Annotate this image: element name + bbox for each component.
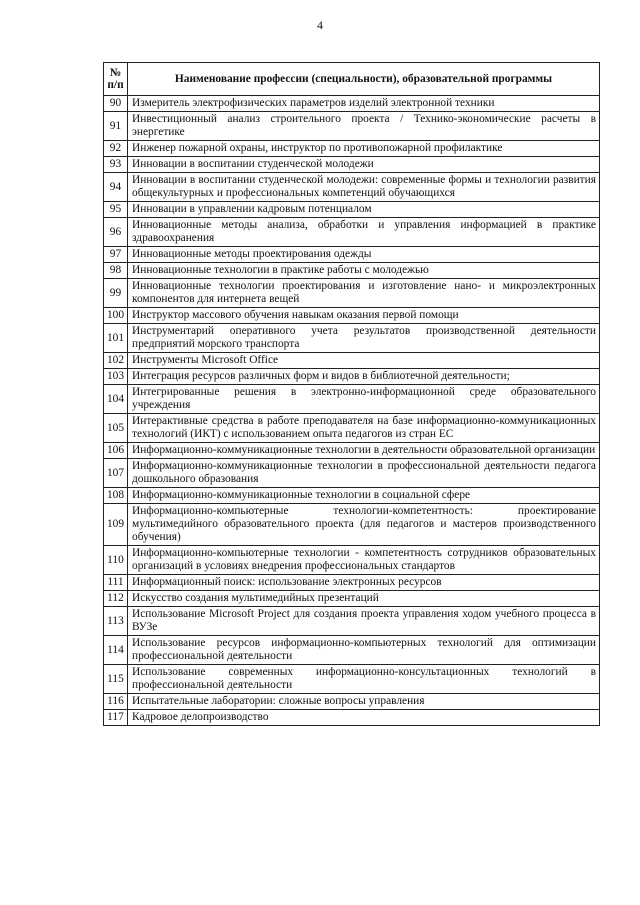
row-number: 106 bbox=[104, 443, 128, 459]
row-number: 109 bbox=[104, 504, 128, 546]
table-row bbox=[104, 488, 600, 504]
row-number: 100 bbox=[104, 308, 128, 324]
row-program-name: Информационно-коммуникационные технологии в профессиональной деятельности педагога дошкольного образования bbox=[128, 459, 600, 488]
table-row bbox=[104, 157, 600, 173]
table-row bbox=[104, 324, 600, 353]
row-program-name: Интерактивные средства в работе преподавателя на базе информационно-коммуникационных технологий (ИКТ) с использованием опыта педагогов из стран ЕС bbox=[128, 414, 600, 443]
row-number: 96 bbox=[104, 218, 128, 247]
table-body bbox=[104, 96, 600, 726]
row-program-name: Кадровое делопроизводство bbox=[128, 710, 600, 726]
header-name-cell: Наименование профессии (специальности), образовательной программы bbox=[128, 63, 600, 96]
row-number: 107 bbox=[104, 459, 128, 488]
table-row bbox=[104, 112, 600, 141]
row-program-name: Инновационные технологии проектирования и изготовление нано- и микроэлектронных компонентов для интернета вещей bbox=[128, 279, 600, 308]
table-row bbox=[104, 665, 600, 694]
row-number: 98 bbox=[104, 263, 128, 279]
table-row bbox=[104, 546, 600, 575]
row-program-name: Информационно-коммуникационные технологии в деятельности образовательной организации bbox=[128, 443, 600, 459]
table-row bbox=[104, 141, 600, 157]
table-row bbox=[104, 247, 600, 263]
row-number: 94 bbox=[104, 173, 128, 202]
row-program-name: Интеграция ресурсов различных форм и видов в библиотечной деятельности; bbox=[128, 369, 600, 385]
table-row bbox=[104, 710, 600, 726]
row-number: 90 bbox=[104, 96, 128, 112]
row-number: 101 bbox=[104, 324, 128, 353]
row-number: 102 bbox=[104, 353, 128, 369]
row-program-name: Информационно-компьютерные технологии-компетентность: проектирование мультимедийного образовательного проекта (для педагогов и мастеров производственного обучения) bbox=[128, 504, 600, 546]
row-program-name: Информационный поиск: использование электронных ресурсов bbox=[128, 575, 600, 591]
row-program-name: Инструменты Microsoft Office bbox=[128, 353, 600, 369]
row-program-name: Инновационные технологии в практике работы с молодежью bbox=[128, 263, 600, 279]
row-program-name: Инновационные методы анализа, обработки и управления информацией в практике здравоохранения bbox=[128, 218, 600, 247]
table-row bbox=[104, 173, 600, 202]
page-number: 4 bbox=[317, 18, 323, 32]
row-number: 95 bbox=[104, 202, 128, 218]
programs-table bbox=[103, 62, 600, 726]
row-number: 114 bbox=[104, 636, 128, 665]
row-number: 99 bbox=[104, 279, 128, 308]
row-program-name: Интегрированные решения в электронно-информационной среде образовательного учреждения bbox=[128, 385, 600, 414]
table-header bbox=[104, 63, 600, 96]
table-row bbox=[104, 443, 600, 459]
row-number: 105 bbox=[104, 414, 128, 443]
row-number: 116 bbox=[104, 694, 128, 710]
row-number: 111 bbox=[104, 575, 128, 591]
table-row bbox=[104, 694, 600, 710]
row-program-name: Использование Microsoft Project для создания проекта управления ходом учебного процесса в ВУЗе bbox=[128, 607, 600, 636]
header-number-symbol: № bbox=[109, 67, 122, 79]
row-number: 91 bbox=[104, 112, 128, 141]
table-row bbox=[104, 414, 600, 443]
table-row bbox=[104, 575, 600, 591]
table-row bbox=[104, 385, 600, 414]
table-row bbox=[104, 353, 600, 369]
table-row bbox=[104, 459, 600, 488]
row-number: 92 bbox=[104, 141, 128, 157]
row-program-name: Использование ресурсов информационно-компьютерных технологий для оптимизации профессиональной деятельности bbox=[128, 636, 600, 665]
table-row bbox=[104, 504, 600, 546]
row-program-name: Инновации в управлении кадровым потенциалом bbox=[128, 202, 600, 218]
row-program-name: Инновационные методы проектирования одежды bbox=[128, 247, 600, 263]
row-program-name: Инструментарий оперативного учета результатов производственной деятельности предприятий морского транспорта bbox=[128, 324, 600, 353]
table-row bbox=[104, 279, 600, 308]
row-program-name: Измеритель электрофизических параметров изделий электронной техники bbox=[128, 96, 600, 112]
row-number: 93 bbox=[104, 157, 128, 173]
table-row bbox=[104, 96, 600, 112]
row-number: 113 bbox=[104, 607, 128, 636]
row-program-name: Инженер пожарной охраны, инструктор по противопожарной профилактике bbox=[128, 141, 600, 157]
table-row bbox=[104, 202, 600, 218]
table-row bbox=[104, 591, 600, 607]
row-number: 110 bbox=[104, 546, 128, 575]
row-number: 117 bbox=[104, 710, 128, 726]
row-program-name: Информационно-компьютерные технологии - компетентность сотрудников образовательных организаций в условиях внедрения профессиональных стандартов bbox=[128, 546, 600, 575]
table-row bbox=[104, 263, 600, 279]
row-program-name: Инструктор массового обучения навыкам оказания первой помощи bbox=[128, 308, 600, 324]
row-number: 103 bbox=[104, 369, 128, 385]
row-program-name: Инновации в воспитании студенческой молодежи: современные формы и технологии развития общекультурных и профессиональных компетенций обучающихся bbox=[128, 173, 600, 202]
row-program-name: Инвестиционный анализ строительного проекта / Технико-экономические расчеты в энергетике bbox=[128, 112, 600, 141]
table-row bbox=[104, 636, 600, 665]
table-row bbox=[104, 218, 600, 247]
table-header-row bbox=[104, 63, 600, 96]
row-program-name: Инновации в воспитании студенческой молодежи bbox=[128, 157, 600, 173]
row-program-name: Использование современных информационно-консультационных технологий в профессиональной деятельности bbox=[128, 665, 600, 694]
row-number: 112 bbox=[104, 591, 128, 607]
row-number: 108 bbox=[104, 488, 128, 504]
table-row bbox=[104, 607, 600, 636]
table-row bbox=[104, 308, 600, 324]
header-number-cell bbox=[104, 63, 128, 96]
row-program-name: Искусство создания мультимедийных презентаций bbox=[128, 591, 600, 607]
row-program-name: Информационно-коммуникационные технологии в социальной сфере bbox=[128, 488, 600, 504]
row-number: 104 bbox=[104, 385, 128, 414]
header-number-abbr: п/п bbox=[107, 79, 124, 91]
row-number: 97 bbox=[104, 247, 128, 263]
row-number: 115 bbox=[104, 665, 128, 694]
row-program-name: Испытательные лаборатории: сложные вопросы управления bbox=[128, 694, 600, 710]
table-row bbox=[104, 369, 600, 385]
